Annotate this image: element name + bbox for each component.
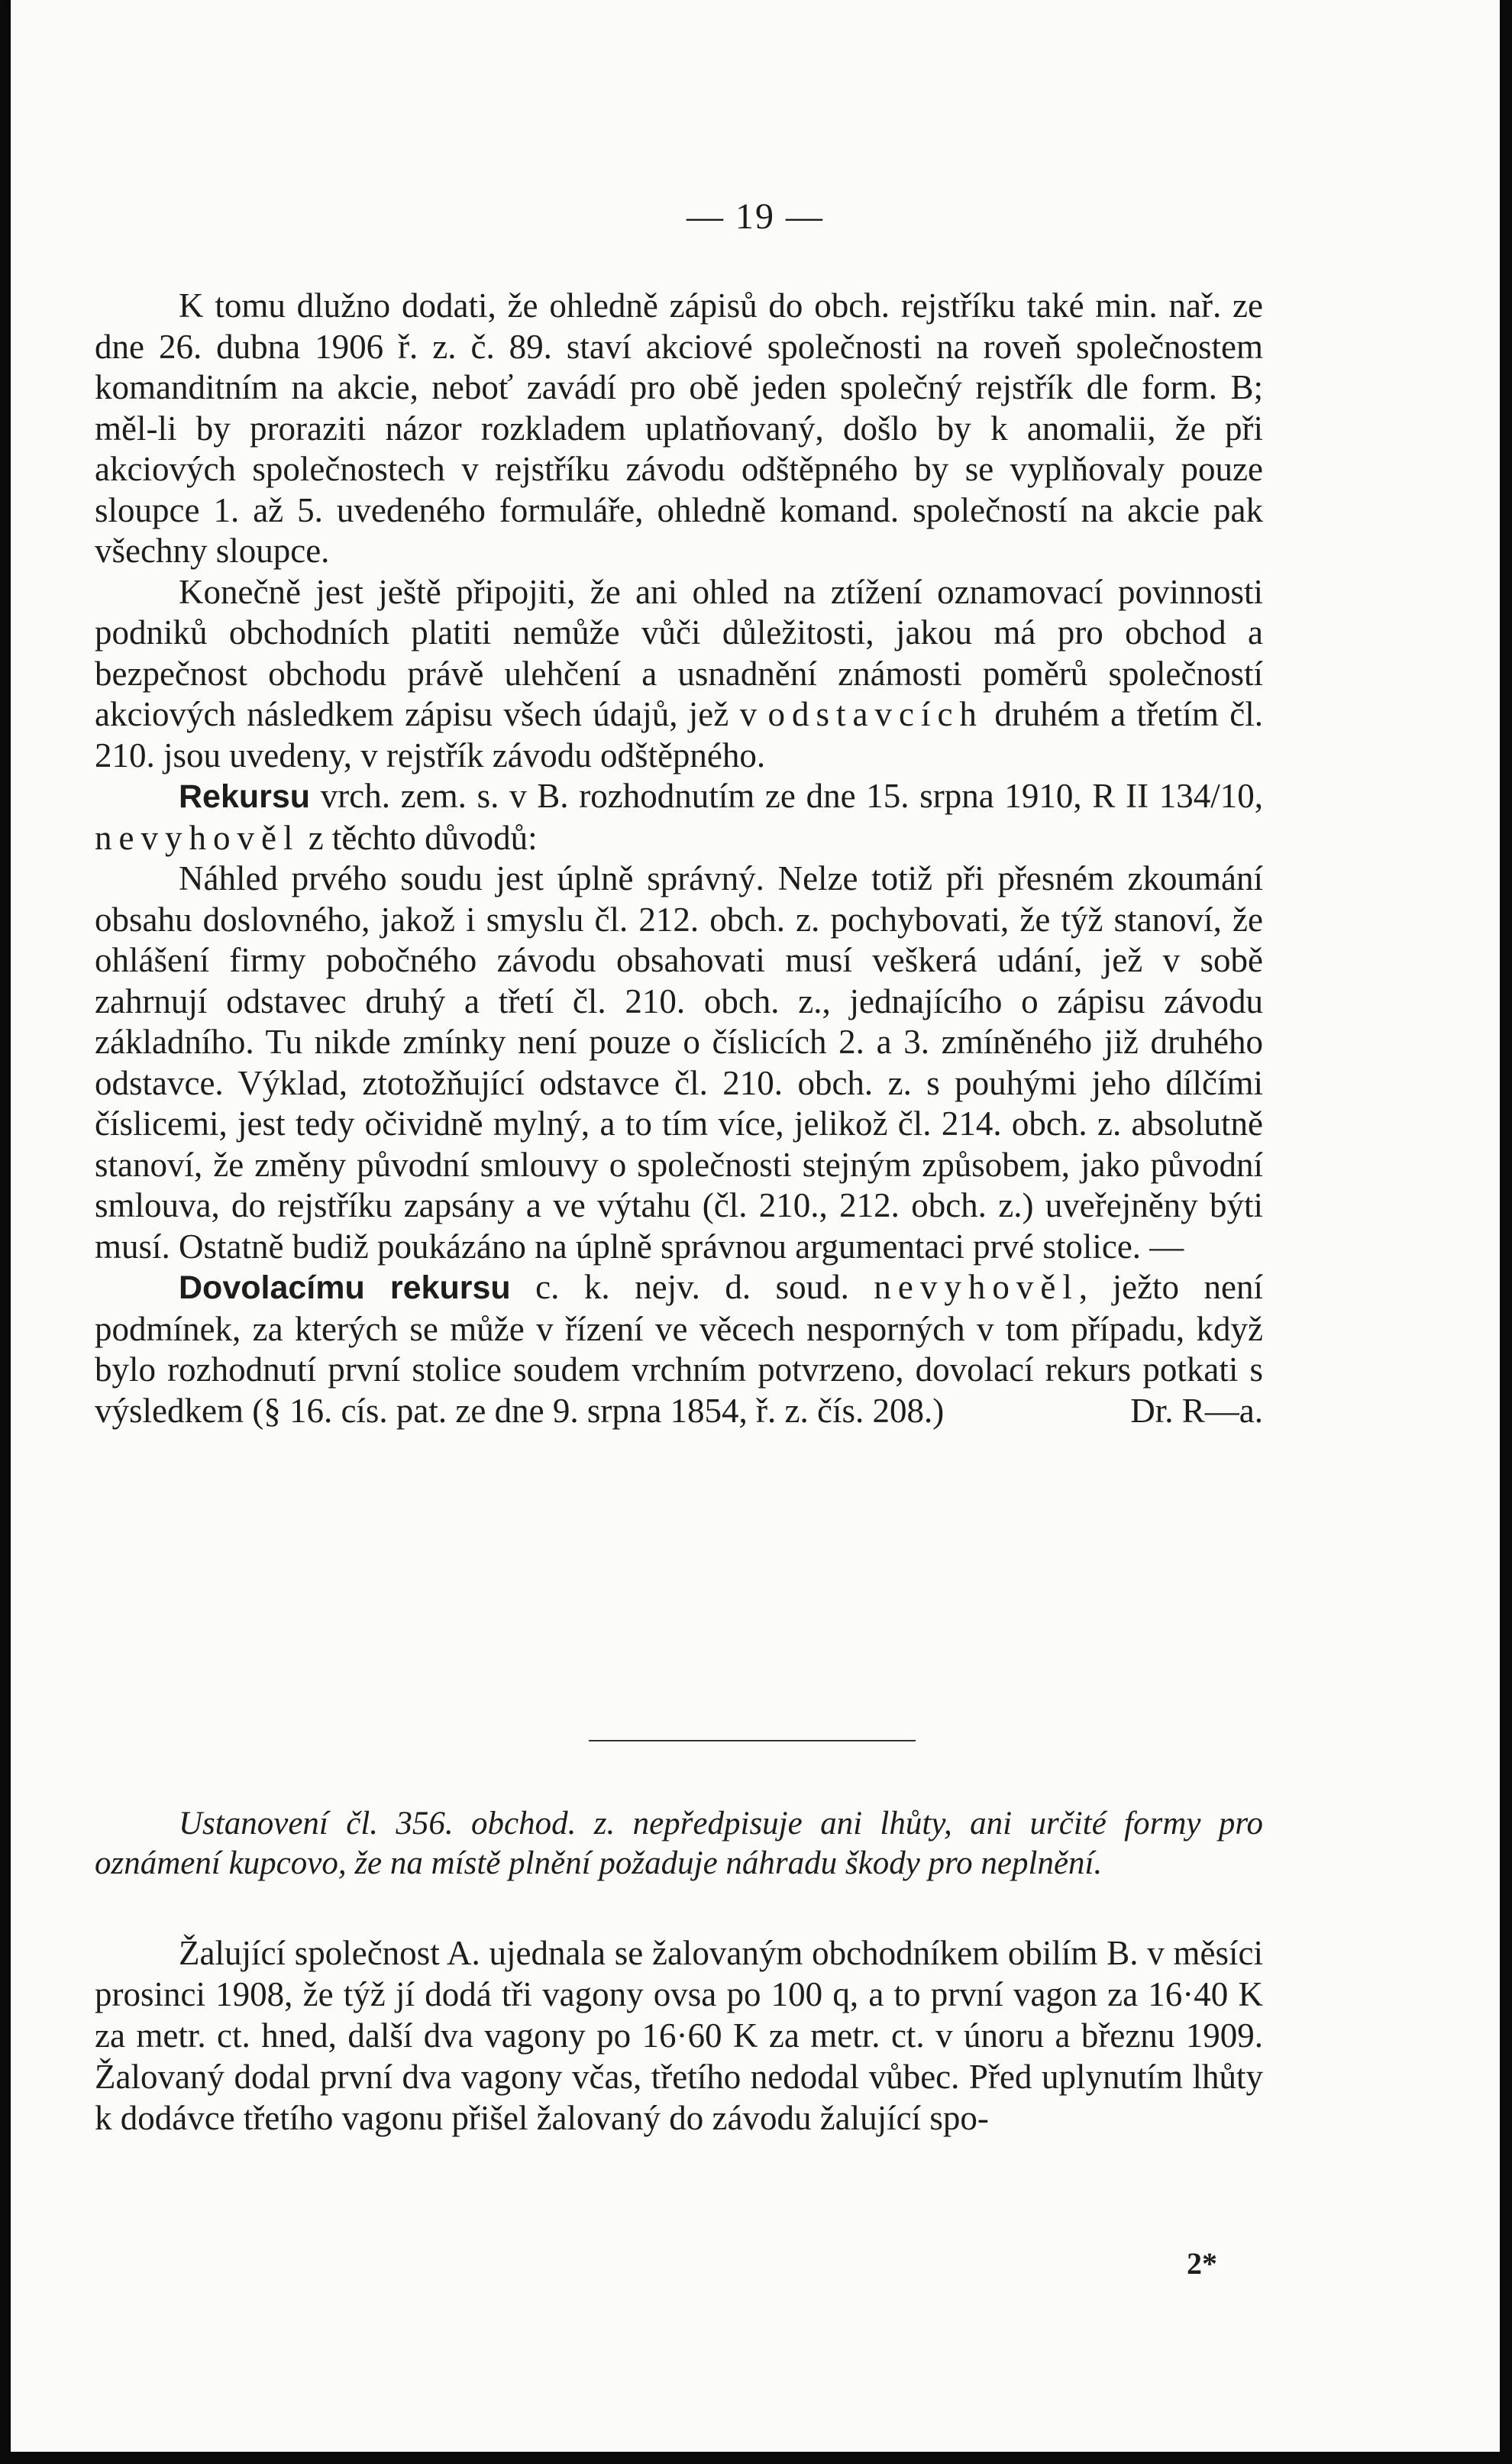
paragraph-3 [95, 776, 1263, 859]
paragraph-5 [95, 1267, 1263, 1431]
page-number: — 19 — [687, 196, 824, 237]
paragraph-2-text-b: druhém a třetím čl. 210. jsou uvedeny, v rejstřík závodu odštěpného. [95, 695, 1264, 774]
paragraph-3-text-a: vrch. zem. s. v B. rozhodnutím ze dne 15. srpna 1910, R II 134/10, [320, 777, 1264, 815]
paragraph-2-spaced: odstavcích [767, 695, 984, 733]
paragraph-4: Náhled prvého soudu jest úplně správný. Nelze totiž při přesném zkoumání obsahu doslovného, jakož i smyslu čl. 212. obch. z. pochybovati, že týž stanoví, že ohlášení firmy pobočného závodu obsahovati musí veškerá udání, jež v sobě zahrnují odstavec druhý a třetí čl. 210. obch. z., jednajícího o zápisu závodu základního. Tu nikde zmínky není pouze o číslicích 2. a 3. zmíněného již druhého odstavce. Výklad, ztotožňující odstavce čl. 210. obch. z. s pouhými jeho dílčími číslicemi, jest tedy očividně mylný, a to tím více, jelikož čl. 214. obch. z. absolutně stanoví, že změny původní smlouvy o společnosti stejným způsobem, jako původní smlouva, do rejstříku zapsány a ve výtahu (čl. 210., 212. obch. z.) uveřejněny býti musí. Ostatně budiž poukázáno na úplně správnou argumentaci prvé stolice. — [95, 859, 1263, 1266]
section-2-paragraph-1: Žalující společnost A. ujednala se žalovaným obchodníkem obilím B. v měsíci prosinci 1908, že týž jí dodá tři vagony ovsa po 100 q, a to první vagon za 16·40 K za metr. ct. hned, další dva vagony po 16·60 K za metr. ct. v únoru a březnu 1909. Žalovaný dodal první dva vagony včas, třetího nedodal vůbec. Před uplynutím lhůty k dodávce třetího vagonu přišel žalovaný do závodu žalující spo- [95, 1934, 1263, 2137]
paragraph-5-text-a: c. k. nejv. d. soud. [535, 1268, 849, 1306]
paragraph-5-spaced: nevyhověl [874, 1268, 1079, 1306]
paragraph-5-signature: Dr. R—a. [1130, 1391, 1263, 1430]
book-page [11, 0, 1500, 2452]
signature-mark: 2* [1187, 2246, 1217, 2281]
section-divider [589, 1740, 916, 1741]
paragraph-3-bold: Rekursu [179, 778, 311, 815]
paragraph-2-text-a: Konečně jest ještě připojiti, že ani ohled na ztížení oznamovací povinnosti podniků obchodních platiti nemůže vůči důležitosti, jakou má pro obchod a bezpečnost obchodu právě ulehčení a usnadnění známosti poměrů společností akciových následkem zápisu všech údajů, jež v [95, 572, 1263, 733]
section-2-heading: Ustanovení čl. 356. obchod. z. nepředpisuje ani lhůty, ani určité formy pro oznámení kupcovo, že na místě plnění požaduje náhradu škody pro neplnění. [95, 1806, 1263, 1881]
paragraph-3-spaced: nevyhověl [95, 818, 300, 857]
paragraph-5-bold: Dovolacímu rekursu [179, 1269, 511, 1306]
paragraph-1: K tomu dlužno dodati, že ohledně zápisů do obch. rejstříku také min. nař. ze dne 26. dubna 1906 ř. z. č. 89. staví akciové společnosti na roveň společnostem komanditním na akcie, neboť zavádí pro obě jeden společný rejstřík dle form. B; měl-li by proraziti názor rozkladem uplatňovaný, došlo by k anomalii, že při akciových společnostech v rejstříku závodu odštěpného by se vyplňovaly pouze sloupce 1. až 5. uvedeného formuláře, ohledně komand. společností na akcie pak všechny sloupce. [95, 286, 1263, 570]
paragraph-3-text-b: z těchto důvodů: [308, 818, 538, 857]
paragraph-5-text-b: , ježto není podmínek, za kterých se může v řízení ve věcech nesporných v tom případu, když bylo rozhodnutí první stolice soudem vrchním potvrzeno, dovolací rekurs potkati s výsledkem (§ 16. cís. pat. ze dne 9. srpna 1854, ř. z. čís. 208.) [95, 1268, 1264, 1430]
body-text [95, 286, 1263, 1431]
paragraph-2 [95, 572, 1263, 777]
